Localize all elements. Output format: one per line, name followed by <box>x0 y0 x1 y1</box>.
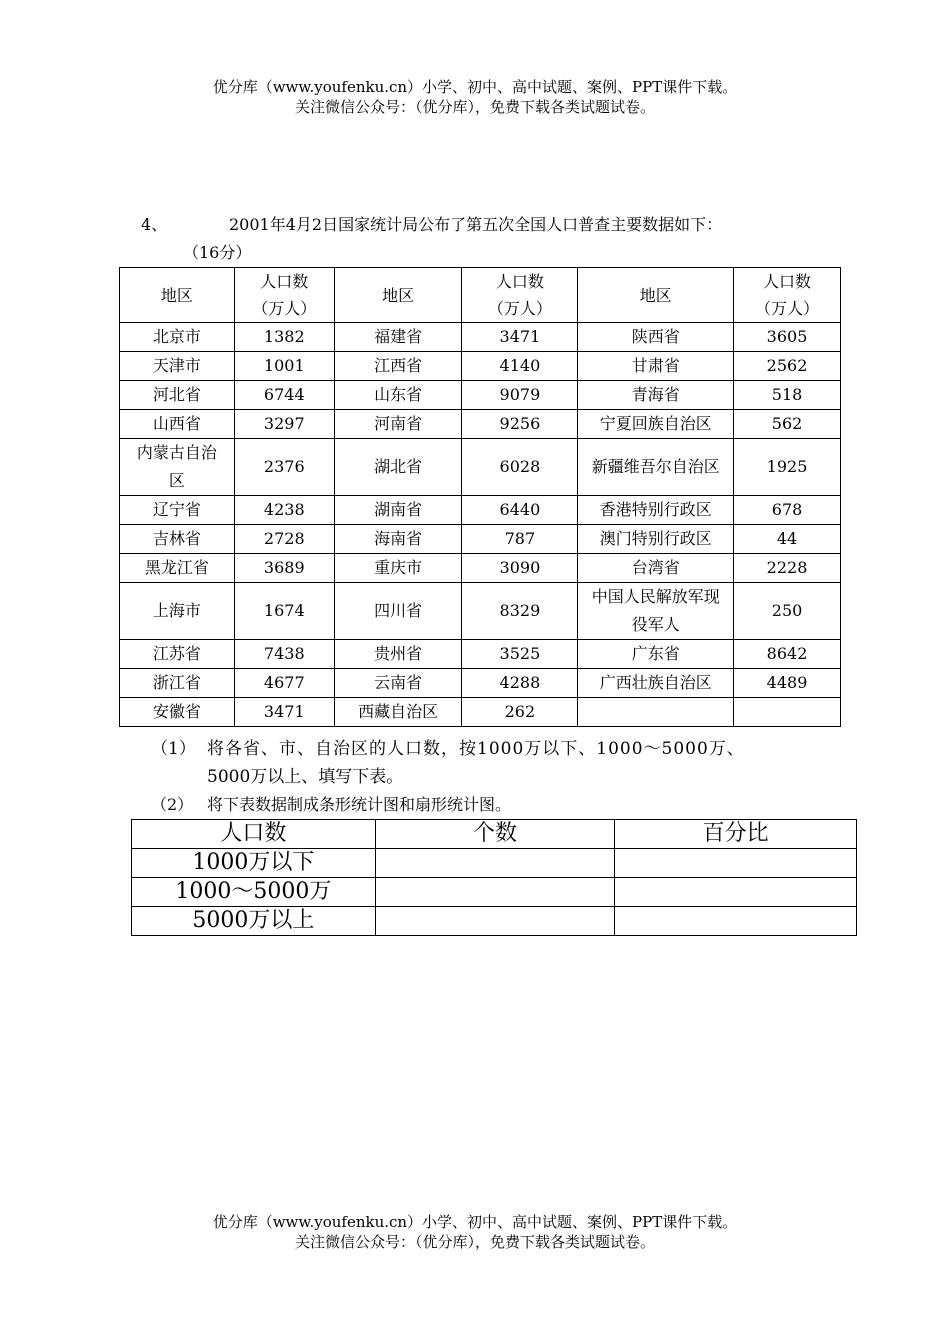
population-cell: 1001 <box>234 352 334 381</box>
table-header-row <box>120 268 841 323</box>
region-cell: 香港特别行政区 <box>578 496 734 525</box>
sub-question-2-label: （2） <box>151 795 194 814</box>
population-cell: 2562 <box>734 352 841 381</box>
region-cell: 山西省 <box>120 410 235 439</box>
region-cell: 河北省 <box>120 381 235 410</box>
range-cell: 1000～5000万 <box>132 878 376 907</box>
count-cell[interactable] <box>375 849 615 878</box>
region-cell: 福建省 <box>334 323 462 352</box>
region-cell: 湖北省 <box>334 439 462 496</box>
population-cell: 8329 <box>462 583 578 640</box>
region-cell: 四川省 <box>334 583 462 640</box>
population-cell: 2376 <box>234 439 334 496</box>
sub-question-1-label: （1） <box>151 739 196 759</box>
region-cell: 甘肃省 <box>578 352 734 381</box>
question-number: 4、 <box>141 215 168 234</box>
table-row <box>132 849 857 878</box>
region-cell: 澳门特别行政区 <box>578 525 734 554</box>
region-cell: 江苏省 <box>120 640 235 669</box>
sub-question-1-line-1: 将各省、市、自治区的人口数，按1000万以下、1000～5000万、 <box>207 739 745 759</box>
population-cell: 3605 <box>734 323 841 352</box>
population-cell: 1925 <box>734 439 841 496</box>
table-row <box>120 554 841 583</box>
population-cell: 3525 <box>462 640 578 669</box>
region-cell: 云南省 <box>334 669 462 698</box>
sub-question-1-line-2: 5000万以上、填写下表。 <box>207 767 404 787</box>
question-points: （16分） <box>183 243 252 262</box>
table-row <box>120 669 841 698</box>
population-cell: 518 <box>734 381 841 410</box>
region-cell: 广东省 <box>578 640 734 669</box>
table-row <box>120 640 841 669</box>
table-row <box>120 410 841 439</box>
classification-table <box>131 819 857 936</box>
header-region: 地区 <box>120 268 235 323</box>
region-cell: 天津市 <box>120 352 235 381</box>
table-row <box>120 381 841 410</box>
population-cell: 7438 <box>234 640 334 669</box>
header-population: 人口数 （万人） <box>462 268 578 323</box>
region-cell: 广西壮族自治区 <box>578 669 734 698</box>
region-cell: 湖南省 <box>334 496 462 525</box>
population-table <box>119 267 841 727</box>
table-row <box>120 439 841 496</box>
region-cell: 贵州省 <box>334 640 462 669</box>
table-row <box>120 352 841 381</box>
table-row <box>120 525 841 554</box>
page-header <box>0 77 950 117</box>
population-cell: 3689 <box>234 554 334 583</box>
footer-line-1: 优分库（www.youfenku.cn）小学、初中、高中试题、案例、PPT课件下载。 <box>212 1213 738 1231</box>
region-cell: 西藏自治区 <box>334 698 462 727</box>
region-cell: 重庆市 <box>334 554 462 583</box>
region-cell: 陕西省 <box>578 323 734 352</box>
region-cell: 安徽省 <box>120 698 235 727</box>
population-cell: 787 <box>462 525 578 554</box>
population-cell: 2728 <box>234 525 334 554</box>
region-cell: 宁夏回族自治区 <box>578 410 734 439</box>
count-cell[interactable] <box>375 878 615 907</box>
table-row <box>120 698 841 727</box>
population-cell: 4238 <box>234 496 334 525</box>
count-cell[interactable] <box>375 907 615 936</box>
population-cell: 562 <box>734 410 841 439</box>
header-population: 人口数 （万人） <box>234 268 334 323</box>
region-cell: 内蒙古自治区 <box>120 439 235 496</box>
header-region: 地区 <box>334 268 462 323</box>
region-cell: 山东省 <box>334 381 462 410</box>
population-cell: 4288 <box>462 669 578 698</box>
table-row <box>120 496 841 525</box>
header-line-2: 关注微信公众号：（优分库），免费下载各类试题试卷。 <box>294 98 655 116</box>
population-cell: 4489 <box>734 669 841 698</box>
header-line-1: 优分库（www.youfenku.cn）小学、初中、高中试题、案例、PPT课件下载。 <box>212 78 738 96</box>
footer-line-2: 关注微信公众号：（优分库），免费下载各类试题试卷。 <box>294 1233 655 1251</box>
region-cell: 海南省 <box>334 525 462 554</box>
population-cell: 9079 <box>462 381 578 410</box>
region-cell: 河南省 <box>334 410 462 439</box>
page-footer <box>0 1212 950 1252</box>
region-cell: 北京市 <box>120 323 235 352</box>
population-cell: 4677 <box>234 669 334 698</box>
region-cell: 新疆维吾尔自治区 <box>578 439 734 496</box>
header-count: 个数 <box>375 820 615 849</box>
region-cell: 吉林省 <box>120 525 235 554</box>
region-cell: 中国人民解放军现役军人 <box>578 583 734 640</box>
population-cell: 4140 <box>462 352 578 381</box>
region-cell: 上海市 <box>120 583 235 640</box>
population-cell: 44 <box>734 525 841 554</box>
table-header-row <box>132 820 857 849</box>
population-cell: 1674 <box>234 583 334 640</box>
population-cell: 250 <box>734 583 841 640</box>
population-cell <box>734 698 841 727</box>
population-cell: 6744 <box>234 381 334 410</box>
population-cell: 2228 <box>734 554 841 583</box>
population-cell: 6440 <box>462 496 578 525</box>
percentage-cell[interactable] <box>615 878 857 907</box>
sub-question-2-text: 将下表数据制成条形统计图和扇形统计图。 <box>207 795 512 814</box>
table-row <box>120 583 841 640</box>
range-cell: 1000万以下 <box>132 849 376 878</box>
table-row <box>132 878 857 907</box>
population-cell: 9256 <box>462 410 578 439</box>
population-cell: 678 <box>734 496 841 525</box>
region-cell: 黑龙江省 <box>120 554 235 583</box>
percentage-cell[interactable] <box>615 849 857 878</box>
population-cell: 3471 <box>234 698 334 727</box>
region-cell <box>578 698 734 727</box>
header-region: 地区 <box>578 268 734 323</box>
population-cell: 3471 <box>462 323 578 352</box>
question-text: 2001年4月2日国家统计局公布了第五次全国人口普查主要数据如下： <box>229 215 723 234</box>
percentage-cell[interactable] <box>615 907 857 936</box>
region-cell: 浙江省 <box>120 669 235 698</box>
region-cell: 江西省 <box>334 352 462 381</box>
population-cell: 6028 <box>462 439 578 496</box>
range-cell: 5000万以上 <box>132 907 376 936</box>
population-cell: 1382 <box>234 323 334 352</box>
region-cell: 辽宁省 <box>120 496 235 525</box>
population-cell: 3297 <box>234 410 334 439</box>
population-cell: 262 <box>462 698 578 727</box>
region-cell: 青海省 <box>578 381 734 410</box>
header-population-range: 人口数 <box>132 820 376 849</box>
population-cell: 8642 <box>734 640 841 669</box>
population-cell: 3090 <box>462 554 578 583</box>
region-cell: 台湾省 <box>578 554 734 583</box>
table-row <box>120 323 841 352</box>
header-population: 人口数 （万人） <box>734 268 841 323</box>
table-row <box>132 907 857 936</box>
header-percentage: 百分比 <box>615 820 857 849</box>
